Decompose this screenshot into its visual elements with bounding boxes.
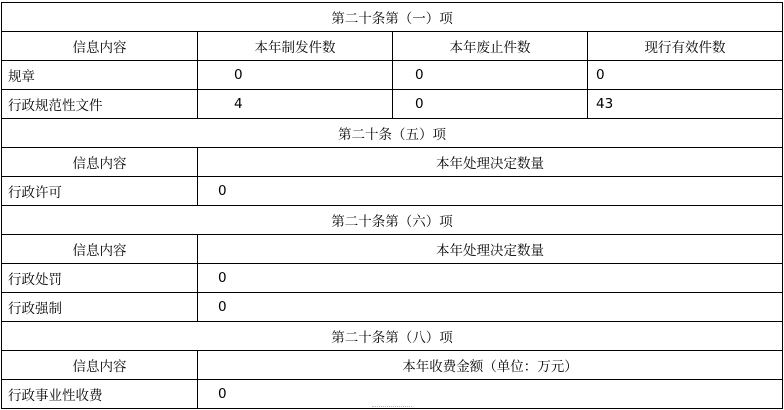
- section-title-row: [2, 3, 783, 32]
- valid-value: 0: [588, 61, 783, 90]
- header-repealed-count: 本年废止件数: [393, 32, 588, 61]
- header-info-content: 信息内容: [2, 148, 198, 177]
- table-row: [2, 90, 783, 119]
- header-row: [2, 148, 783, 177]
- fee-value: 0: [198, 380, 783, 409]
- header-row: [2, 351, 783, 380]
- header-decision-count: 本年处理决定数量: [198, 235, 783, 264]
- repealed-value: 0: [393, 61, 588, 90]
- header-valid-count: 现行有效件数: [588, 32, 783, 61]
- section-title-row: [2, 206, 783, 235]
- row-label: 行政处罚: [2, 264, 198, 293]
- decision-value: 0: [198, 264, 783, 293]
- header-row: [2, 235, 783, 264]
- row-label: 行政许可: [2, 177, 198, 206]
- decision-value: 0: [198, 177, 783, 206]
- section-title: 第二十条第（六）项: [2, 206, 783, 235]
- section-title: 第二十条第（一）项: [2, 3, 783, 32]
- row-label: 行政规范性文件: [2, 90, 198, 119]
- section-title-row: [2, 119, 783, 148]
- row-label: 行政强制: [2, 293, 198, 322]
- table-row: [2, 264, 783, 293]
- header-info-content: 信息内容: [2, 32, 198, 61]
- repealed-value: 0: [393, 90, 588, 119]
- page-bottom-mark: [372, 406, 412, 409]
- header-info-content: 信息内容: [2, 351, 198, 380]
- table-row: [2, 293, 783, 322]
- header-info-content: 信息内容: [2, 235, 198, 264]
- decision-value: 0: [198, 293, 783, 322]
- table-row: [2, 61, 783, 90]
- header-issued-count: 本年制发件数: [198, 32, 393, 61]
- disclosure-table: [1, 2, 783, 409]
- table-row: [2, 380, 783, 409]
- table-row: [2, 177, 783, 206]
- section-title: 第二十条（五）项: [2, 119, 783, 148]
- row-label: 规章: [2, 61, 198, 90]
- header-fee-amount: 本年收费金额（单位：万元）: [198, 351, 783, 380]
- valid-value: 43: [588, 90, 783, 119]
- issued-value: 0: [198, 61, 393, 90]
- issued-value: 4: [198, 90, 393, 119]
- header-row: [2, 32, 783, 61]
- header-decision-count: 本年处理决定数量: [198, 148, 783, 177]
- row-label: 行政事业性收费: [2, 380, 198, 409]
- section-title-row: [2, 322, 783, 351]
- section-title: 第二十条第（八）项: [2, 322, 783, 351]
